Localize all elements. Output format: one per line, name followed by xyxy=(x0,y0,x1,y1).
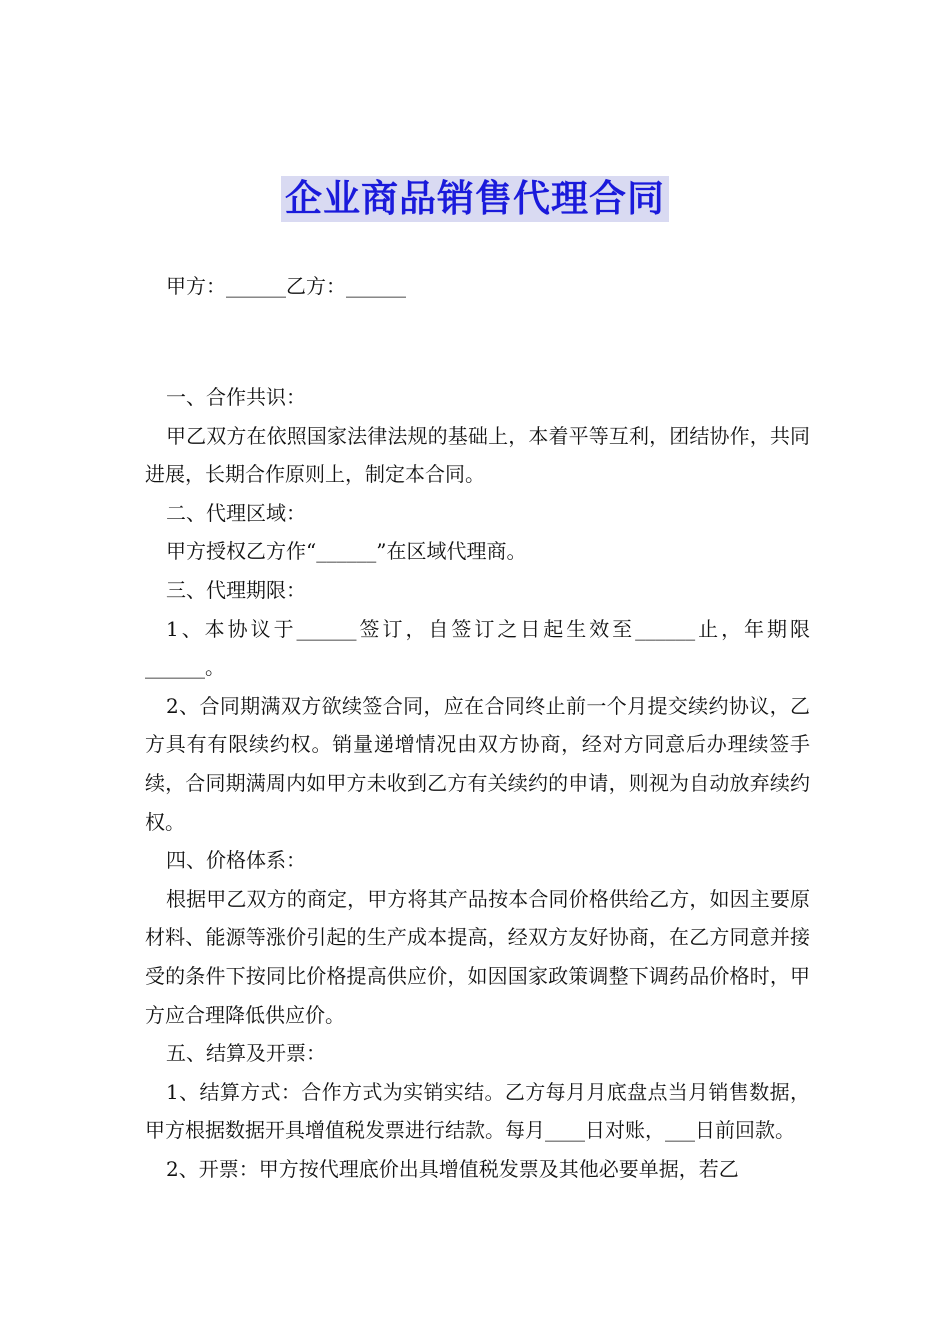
section-heading-term: 三、代理期限： xyxy=(166,577,306,602)
section-heading-settlement: 五、结算及开票： xyxy=(166,1041,326,1066)
paragraph-settlement-2: 2、开票：甲方按代理底价出具增值税发票及其他必要单据，若乙 xyxy=(166,1156,739,1181)
paragraph-settlement-1: 1、结算方式：合作方式为实销实结。乙方每月月底盘点当月销售数据，甲方根据数据开具增值税发票进行结款。每月____日对账，___日前回款。 xyxy=(145,1079,810,1143)
section-heading-cooperation: 一、合作共识： xyxy=(166,385,306,409)
paragraph-price: 根据甲乙双方的商定，甲方将其产品按本合同价格供给乙方，如因主要原材料、能源等涨价引起的生产成本提高，经双方友好协商，在乙方同意并接受的条件下按同比价格提高供应价，如因国家政策调整下调药品价格时，甲方应合理降低供应价。 xyxy=(145,886,810,1027)
title-container xyxy=(0,176,950,222)
contract-body xyxy=(145,378,810,1188)
parties-line: 甲方：______乙方：______ xyxy=(166,274,406,298)
paragraph-region: 甲方授权乙方作“______”在区域代理商。 xyxy=(166,539,527,564)
paragraph-cooperation: 甲乙双方在依照国家法律法规的基础上，本着平等互利，团结协作，共同进展，长期合作原则上，制定本合同。 xyxy=(145,423,810,487)
section-heading-price: 四、价格体系： xyxy=(166,848,306,873)
paragraph-term-2: 2、合同期满双方欲续签合同，应在合同终止前一个月提交续约协议，乙方具有有限续约权。销量递增情况由双方协商，经对方同意后办理续签手续，合同期满周内如甲方未收到乙方有关续约的申请，则视为自动放弃续约权。 xyxy=(145,693,810,834)
document-title: 企业商品销售代理合同 xyxy=(281,176,669,222)
section-heading-region: 二、代理区域： xyxy=(166,500,306,525)
paragraph-term-1: 1、本协议于______签订，自签订之日起生效至______止，年期限______。 xyxy=(145,616,810,680)
